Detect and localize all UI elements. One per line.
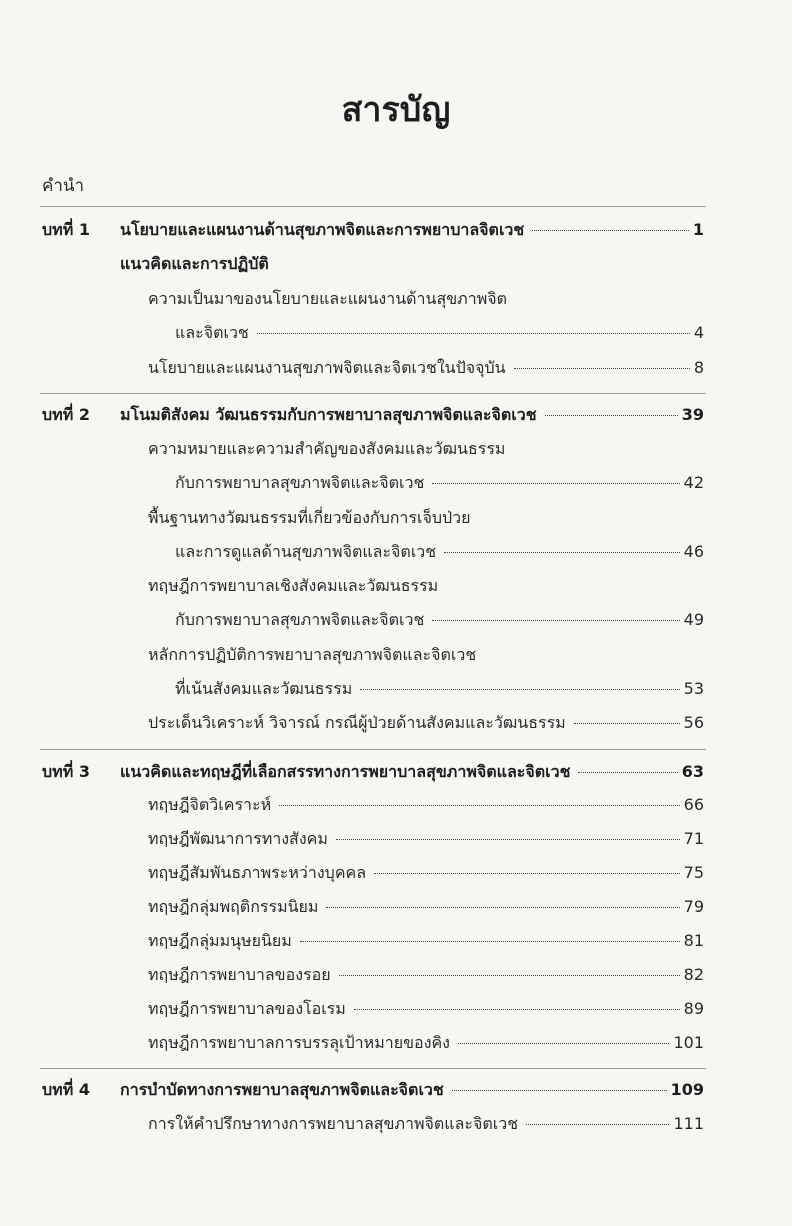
chapter-4-title-line[interactable]: [120, 1079, 704, 1101]
toc-entry-text: ทฤษฎีการพยาบาลการบรรลุเป้าหมายของคิง: [148, 1033, 450, 1052]
toc-entry-page: 56: [683, 713, 704, 732]
toc-entry-2-1-line1: ความหมายและความสำคัญของสังคมและวัฒนธรรม: [148, 439, 506, 458]
leader-dots: [339, 975, 680, 976]
toc-entry-3-6[interactable]: [148, 964, 704, 986]
toc-entry-2-5[interactable]: [148, 712, 704, 734]
toc-entry-page: 66: [683, 795, 704, 814]
leader-dots: [444, 552, 680, 553]
chapter-1-label: บทที่ 1: [42, 220, 90, 239]
chapter-2-label: บทที่ 2: [42, 405, 90, 424]
toc-entry-1-1[interactable]: [175, 322, 704, 344]
toc-entry-page: 8: [693, 358, 704, 377]
chapter-2-title-line[interactable]: [120, 404, 704, 426]
leader-dots: [374, 873, 680, 874]
leader-dots: [526, 1124, 669, 1125]
toc-entry-3-1[interactable]: [148, 794, 704, 816]
chapter-1-page: 1: [692, 220, 704, 239]
toc-entry-page: 71: [683, 829, 704, 848]
toc-entry-text: การให้คำปรึกษาทางการพยาบาลสุขภาพจิตและจิตเวช: [148, 1114, 519, 1133]
leader-dots: [578, 772, 677, 773]
toc-entry-3-8[interactable]: [148, 1032, 704, 1054]
toc-entry-2-4[interactable]: [175, 678, 704, 700]
toc-entry-text: ทฤษฎีจิตวิเคราะห์: [148, 795, 272, 814]
leader-dots: [279, 805, 679, 806]
toc-entry-2-3[interactable]: [175, 609, 704, 631]
leader-dots: [432, 483, 679, 484]
toc-entry-text: และจิตเวช: [175, 323, 249, 342]
toc-entry-3-2[interactable]: [148, 828, 704, 850]
chapter-1-title-cont: แนวคิดและการปฏิบัติ: [120, 254, 269, 273]
toc-entry-text: ทฤษฎีการพยาบาลของโอเรม: [148, 999, 346, 1018]
chapter-2-title: มโนมติสังคม วัฒนธรรมกับการพยาบาลสุขภาพจิตและจิตเวช: [120, 405, 537, 424]
leader-dots: [532, 230, 689, 231]
leader-dots: [432, 620, 679, 621]
toc-entry-3-3[interactable]: [148, 862, 704, 884]
toc-entry-1-2[interactable]: [148, 357, 704, 379]
divider: [40, 1068, 706, 1069]
toc-entry-page: 75: [683, 863, 704, 882]
leader-dots: [574, 723, 680, 724]
toc-preface: คำนำ: [42, 176, 85, 196]
leader-dots: [354, 1009, 680, 1010]
leader-dots: [360, 689, 679, 690]
toc-entry-text: ประเด็นวิเคราะห์ วิจารณ์ กรณีผู้ป่วยด้านสังคมและวัฒนธรรม: [148, 713, 566, 732]
toc-entry-3-5[interactable]: [148, 930, 704, 952]
toc-entry-text: ที่เน้นสังคมและวัฒนธรรม: [175, 679, 353, 698]
chapter-4-title: การบำบัดทางการพยาบาลสุขภาพจิตและจิตเวช: [120, 1080, 444, 1099]
leader-dots: [300, 941, 680, 942]
toc-entry-2-2[interactable]: [175, 541, 704, 563]
divider: [40, 206, 706, 207]
chapter-2-page: 39: [681, 405, 704, 424]
chapter-4-label: บทที่ 4: [42, 1080, 90, 1099]
toc-entry-page: 42: [683, 473, 704, 492]
toc-entry-4-1[interactable]: [148, 1113, 704, 1135]
page-title: สารบัญ: [341, 90, 451, 130]
toc-entry-page: 111: [673, 1114, 704, 1133]
toc-entry-page: 49: [683, 610, 704, 629]
leader-dots: [458, 1043, 669, 1044]
leader-dots: [257, 333, 690, 334]
leader-dots: [452, 1090, 667, 1091]
toc-entry-page: 53: [683, 679, 704, 698]
toc-entry-text: ทฤษฎีพัฒนาการทางสังคม: [148, 829, 328, 848]
toc-entry-1-1-line1: ความเป็นมาของนโยบายและแผนงานด้านสุขภาพจิต: [148, 289, 508, 308]
toc-entry-3-7[interactable]: [148, 998, 704, 1020]
toc-entry-page: 4: [693, 323, 704, 342]
toc-entry-text: นโยบายและแผนงานสุขภาพจิตและจิตเวชในปัจจุบัน: [148, 358, 506, 377]
toc-entry-3-4[interactable]: [148, 896, 704, 918]
toc-entry-page: 81: [683, 931, 704, 950]
toc-entry-text: กับการพยาบาลสุขภาพจิตและจิตเวช: [175, 473, 425, 492]
leader-dots: [326, 907, 679, 908]
leader-dots: [514, 368, 690, 369]
toc-entry-page: 101: [673, 1033, 704, 1052]
toc-entry-2-1[interactable]: [175, 472, 704, 494]
toc-entry-page: 82: [683, 965, 704, 984]
toc-entry-page: 79: [683, 897, 704, 916]
divider: [40, 393, 706, 394]
toc-entry-page: 46: [683, 542, 704, 561]
toc-entry-page: 89: [683, 999, 704, 1018]
toc-entry-text: ทฤษฎีกลุ่มมนุษยนิยม: [148, 931, 292, 950]
chapter-3-page: 63: [681, 762, 704, 781]
toc-entry-text: และการดูแลด้านสุขภาพจิตและจิตเวช: [175, 542, 437, 561]
leader-dots: [545, 415, 678, 416]
chapter-1-title: นโยบายและแผนงานด้านสุขภาพจิตและการพยาบาลจิตเวช: [120, 220, 525, 239]
chapter-3-label: บทที่ 3: [42, 762, 90, 781]
chapter-3-title: แนวคิดและทฤษฎีที่เลือกสรรทางการพยาบาลสุขภาพจิตและจิตเวช: [120, 762, 571, 781]
divider: [40, 749, 706, 750]
leader-dots: [336, 839, 680, 840]
toc-entry-text: ทฤษฎีกลุ่มพฤติกรรมนิยม: [148, 897, 319, 916]
chapter-1-title-line[interactable]: [120, 219, 704, 241]
toc-entry-text: กับการพยาบาลสุขภาพจิตและจิตเวช: [175, 610, 425, 629]
chapter-4-page: 109: [670, 1080, 704, 1099]
chapter-3-title-line[interactable]: [120, 761, 704, 783]
toc-entry-2-2-line1: พื้นฐานทางวัฒนธรรมที่เกี่ยวข้องกับการเจ็บป่วย: [148, 508, 471, 527]
toc-entry-text: ทฤษฎีสัมพันธภาพระหว่างบุคคล: [148, 863, 367, 882]
toc-entry-text: ทฤษฎีการพยาบาลของรอย: [148, 965, 331, 984]
toc-entry-2-4-line1: หลักการปฏิบัติการพยาบาลสุขภาพจิตและจิตเวช: [148, 645, 477, 664]
toc-entry-2-3-line1: ทฤษฎีการพยาบาลเชิงสังคมและวัฒนธรรม: [148, 576, 439, 595]
